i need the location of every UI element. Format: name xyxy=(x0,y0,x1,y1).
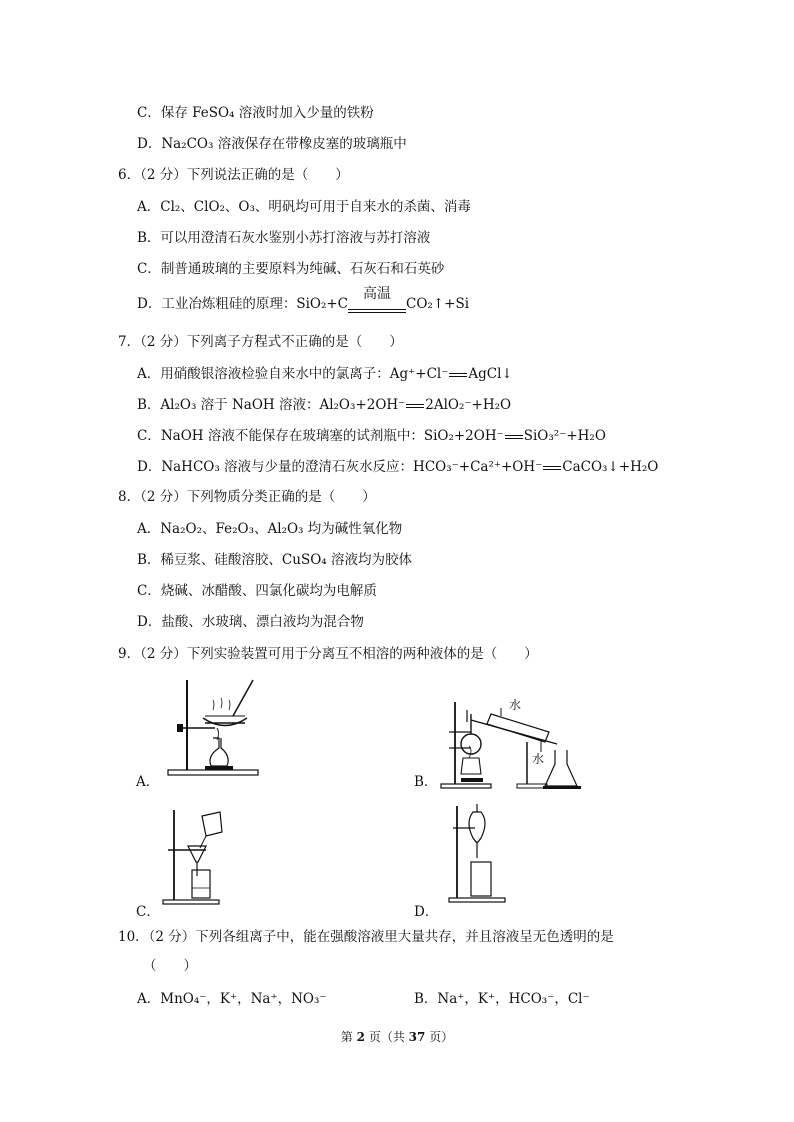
equals-sign xyxy=(505,435,523,439)
q6-option-d-products: CO₂↑+Si xyxy=(406,296,470,312)
q7-option-d-right: CaCO₃↓+H₂O xyxy=(562,459,659,475)
q5-option-d: D．Na₂CO₃ 溶液保存在带橡皮塞的玻璃瓶中 xyxy=(137,136,407,152)
total-page-count: 37 xyxy=(408,1030,426,1044)
q8-stem: 8．（2 分）下列物质分类正确的是（ ） xyxy=(118,489,376,505)
q9-stem: 9．（2 分）下列实验装置可用于分离互不相溶的两种液体的是（ ） xyxy=(118,646,538,662)
water-out-label: 水 xyxy=(532,752,545,766)
water-in-label: 水 xyxy=(509,698,522,712)
reaction-condition-text: 高温 xyxy=(363,286,392,302)
q7-option-c-right: SiO₃²⁻+H₂O xyxy=(523,428,606,444)
q7-option-b xyxy=(137,396,511,414)
q6-option-c: C．制普通玻璃的主要原料为纯碱、石灰石和石英砂 xyxy=(137,261,445,277)
q10-option-a: A．MnO₄⁻，K⁺，Na⁺，NO₃⁻ xyxy=(137,991,327,1007)
reaction-condition-arrow xyxy=(348,286,406,313)
equals-sign xyxy=(406,404,424,408)
q6-stem: 6．（2 分）下列说法正确的是（ ） xyxy=(118,167,349,183)
q7-option-a-right: AgCl↓ xyxy=(468,366,513,382)
equals-sign xyxy=(449,373,467,377)
q7-option-b-right: 2AlO₂⁻+H₂O xyxy=(425,397,512,413)
q8-option-b: B．稀豆浆、硅酸溶胶、CuSO₄ 溶液均为胶体 xyxy=(137,552,412,568)
q6-option-a: A．Cl₂、ClO₂、O₃、明矾均可用于自来水的杀菌、消毒 xyxy=(137,199,471,215)
q6-option-d xyxy=(137,286,470,313)
q7-option-a-left: A．用硝酸银溶液检验自来水中的氯离子：Ag⁺+Cl⁻ xyxy=(137,366,449,382)
q10-stem-parentheses: （ ） xyxy=(143,958,197,974)
q7-option-c-left: C．NaOH 溶液不能保存在玻璃塞的试剂瓶中：SiO₂+2OH⁻ xyxy=(137,428,504,444)
q6-option-d-reactants: D．工业冶炼粗硅的原理：SiO₂+C xyxy=(137,296,349,312)
q7-option-d-left: D．NaHCO₃ 溶液与少量的澄清石灰水反应：HCO₃⁻+Ca²⁺+OH⁻ xyxy=(137,459,543,475)
figure-c-label: C． xyxy=(136,904,160,920)
q10-stem: 10．（2 分）下列各组离子中，能在强酸溶液里大量共存，并且溶液呈无色透明的是 xyxy=(118,929,614,945)
q7-option-c xyxy=(137,427,606,445)
figure-d-label: D． xyxy=(414,904,439,920)
figure-evaporation-apparatus xyxy=(165,678,270,778)
q10-option-b: B．Na⁺，K⁺，HCO₃⁻，Cl⁻ xyxy=(414,991,590,1007)
footer-prefix: 第 xyxy=(340,1030,353,1044)
page-footer xyxy=(0,1028,794,1045)
q7-stem: 7．（2 分）下列离子方程式不正确的是（ ） xyxy=(118,334,403,350)
figure-filtration-apparatus xyxy=(160,808,240,908)
q8-option-a: A．Na₂O₂、Fe₂O₃、Al₂O₃ 均为碱性氧化物 xyxy=(137,521,403,537)
q5-option-c: C．保存 FeSO₄ 溶液时加入少量的铁粉 xyxy=(137,105,374,121)
q8-option-d: D．盐酸、水玻璃、漂白液均为混合物 xyxy=(137,614,364,630)
q7-option-a xyxy=(137,365,513,383)
footer-suffix: 页） xyxy=(429,1030,454,1044)
figure-separatory-funnel-apparatus xyxy=(447,802,517,908)
q7-option-d xyxy=(137,458,658,476)
figure-b-label: B． xyxy=(414,774,438,790)
q6-option-b: B．可以用澄清石灰水鉴别小苏打溶液与苏打溶液 xyxy=(137,230,431,246)
equals-sign xyxy=(543,466,561,470)
current-page-number: 2 xyxy=(356,1030,365,1044)
q7-option-b-left: B．Al₂O₃ 溶于 NaOH 溶液：Al₂O₃+2OH⁻ xyxy=(137,397,406,413)
q8-option-c: C．烧碱、冰醋酸、四氯化碳均为电解质 xyxy=(137,583,377,599)
figure-a-label: A． xyxy=(136,774,160,790)
footer-middle: 页（共 xyxy=(368,1030,405,1044)
